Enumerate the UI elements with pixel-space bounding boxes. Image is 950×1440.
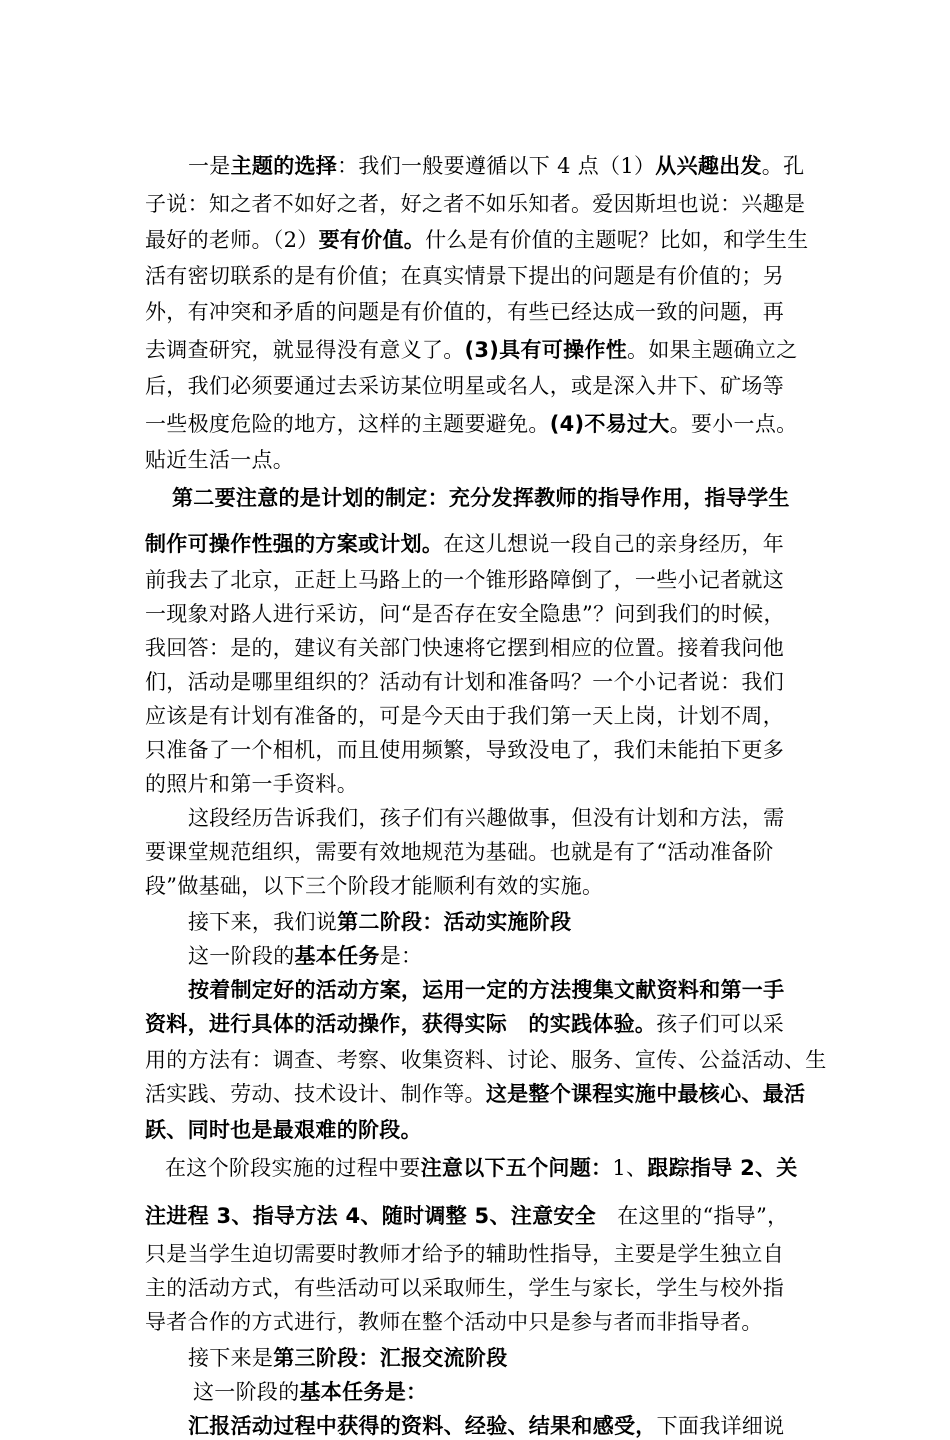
text-span: 导者合作的方式进行，教师在整个活动中只是参与者而非指导者。: [145, 1310, 763, 1334]
text-line: [145, 334, 797, 364]
text-span: 后，我们必须要通过去采访某位明星或名人，或是深入井下、矿场等: [145, 374, 784, 398]
text-line: [145, 1008, 784, 1038]
bold-text: 主题的选择: [230, 154, 338, 178]
text-line: [145, 1238, 784, 1268]
text-line: [145, 1044, 827, 1074]
text-span: ：我们一般要遵循以下 4 点（1）: [337, 154, 656, 178]
text-span: 在这里的“指导”，: [595, 1204, 789, 1228]
text-span: 子说：知之者不如好之者，好之者不如乐知者。爱因斯坦也说：兴趣是: [145, 192, 806, 216]
text-line: [145, 296, 784, 326]
text-line: [188, 802, 784, 832]
bold-text: (3)具有可操作性: [464, 338, 628, 362]
text-span: 们，活动是哪里组织的？活动有计划和准备吗？一个小记者说：我们: [145, 670, 784, 694]
text-line: [145, 260, 784, 290]
text-line: [145, 1078, 805, 1108]
text-span: 主的活动方式，有些活动可以采取师生，学生与家长，学生与校外指: [145, 1276, 784, 1300]
bold-text: 注进程 3、指导方法 4、随时调整 5、注意安全: [145, 1204, 596, 1228]
text-line: [145, 734, 784, 764]
text-line: [193, 1376, 427, 1406]
text-span: 接下来，我们说: [188, 910, 338, 934]
text-line: [188, 940, 422, 970]
bold-text: 基本任务: [294, 944, 380, 968]
text-span: 。要小一点。: [669, 412, 798, 436]
text-line: [188, 150, 804, 180]
text-span: 前我去了北京，正赶上马路上的一个锥形路障倒了，一些小记者就这: [145, 568, 784, 592]
text-span: 用的方法有：调查、考察、收集资料、讨论、服务、宣传、公益活动、生: [145, 1048, 827, 1072]
text-span: 最好的老师。（2）: [145, 228, 319, 252]
bold-text: 第二要注意的是计划的制定：充分发挥教师的指导作用，指导学生: [172, 486, 790, 510]
text-line: [188, 974, 784, 1004]
text-span: 这段经历告诉我们，孩子们有兴趣做事，但没有计划和方法，需: [188, 806, 785, 830]
text-span: 去调查研究，就显得没有意义了。: [145, 338, 465, 362]
text-span: 活有密切联系的是有价值；在真实情景下提出的问题是有价值的；另: [145, 264, 784, 288]
text-line: [165, 1152, 798, 1182]
text-line: [145, 444, 294, 474]
text-line: [188, 906, 571, 936]
text-span: 这一阶段的: [188, 944, 295, 968]
text-line: [172, 482, 790, 512]
text-line: [145, 224, 808, 254]
bold-text: 要有价值。: [318, 228, 426, 252]
text-line: [145, 1306, 763, 1336]
text-span: 下面我详细说: [656, 1414, 785, 1438]
text-span: 在这个阶段实施的过程中要: [165, 1156, 421, 1180]
text-span: 只是当学生迫切需要时教师才给予的辅助性指导，主要是学生独立自: [145, 1242, 784, 1266]
text-span: 一些极度危险的地方，这样的主题要避免。: [145, 412, 550, 436]
text-line: [145, 1114, 422, 1144]
text-line: [145, 564, 784, 594]
text-span: 一现象对路人进行采访，问“是否存在安全隐患”？问到我们的时候，: [145, 602, 785, 626]
text-line: [145, 1200, 788, 1230]
text-span: 活实践、劳动、技术设计、制作等。: [145, 1082, 486, 1106]
text-line: [145, 700, 784, 730]
bold-text: 资料，进行具体的活动操作，获得实际 的实践体验。: [145, 1012, 657, 1036]
text-span: 一是: [188, 154, 231, 178]
text-span: 孩子们可以采: [656, 1012, 785, 1036]
bold-text: 按着制定好的活动方案，运用一定的方法搜集文献资料和第一手: [188, 978, 785, 1002]
bold-text: 从兴趣出发: [655, 154, 762, 178]
text-span: 要课堂规范组织，需要有效地规范为基础。也就是有了“活动准备阶: [145, 840, 774, 864]
bold-text: (4)不易过大: [549, 412, 670, 436]
bold-text: 这是整个课程实施中最核心、最活: [485, 1082, 806, 1106]
text-span: 1、: [612, 1156, 648, 1180]
text-line: [145, 528, 784, 558]
bold-text: 第三阶段：汇报交流阶段: [273, 1346, 508, 1370]
text-line: [145, 768, 358, 798]
bold-text: 第二阶段：活动实施阶段: [337, 910, 572, 934]
text-line: [188, 1410, 784, 1440]
text-span: 这一阶段的: [193, 1380, 300, 1404]
text-span: 什么是有价值的主题呢？比如，和学生生: [425, 228, 809, 252]
text-line: [145, 188, 805, 218]
text-line: [145, 836, 774, 866]
bold-text: 跃、同时也是最艰难的阶段。: [145, 1118, 422, 1142]
text-span: 段”做基础，以下三个阶段才能顺利有效的实施。: [145, 874, 604, 898]
text-span: 只准备了一个相机，而且使用频繁，导致没电了，我们未能拍下更多: [145, 738, 784, 762]
text-span: 应该是有计划有准备的，可是今天由于我们第一天上岗，计划不周，: [145, 704, 784, 728]
text-span: 在这儿想说一段自己的亲身经历，年: [443, 532, 785, 556]
text-line: [145, 632, 784, 662]
text-line: [145, 370, 784, 400]
text-line: [145, 408, 797, 438]
bold-text: 注意以下五个问题：: [420, 1156, 613, 1180]
text-line: [145, 598, 785, 628]
text-line: [145, 1272, 784, 1302]
text-span: 的照片和第一手资料。: [145, 772, 358, 796]
text-span: 。孔: [761, 154, 805, 178]
text-line: [188, 1342, 508, 1372]
bold-text: 制作可操作性强的方案或计划。: [145, 532, 444, 556]
text-span: 贴近生活一点。: [145, 448, 295, 472]
text-span: 是：: [379, 944, 423, 968]
text-span: 。如果主题确立之: [627, 338, 798, 362]
text-line: [145, 666, 784, 696]
text-span: 我回答：是的，建议有关部门快速将它摆到相应的位置。接着我问他: [145, 636, 784, 660]
bold-text: 跟踪指导 2、关: [647, 1156, 798, 1180]
text-line: [145, 870, 603, 900]
text-span: 外，有冲突和矛盾的问题是有价值的，有些已经达成一致的问题，再: [145, 300, 784, 324]
text-span: 接下来是: [188, 1346, 274, 1370]
bold-text: 基本任务是：: [299, 1380, 428, 1404]
bold-text: 汇报活动过程中获得的资料、经验、结果和感受，: [188, 1414, 657, 1438]
